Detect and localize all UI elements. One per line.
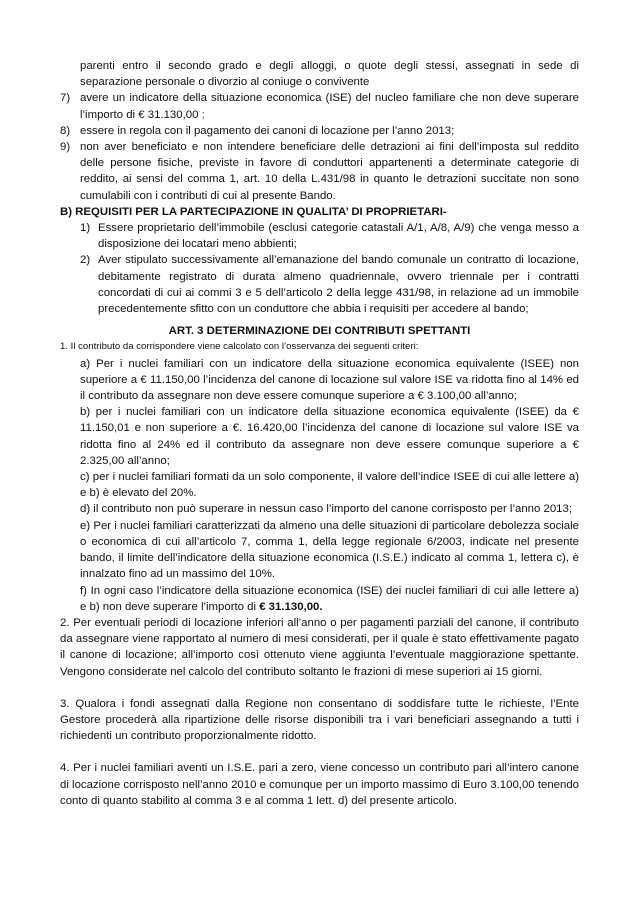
criterion-a: a) Per i nuclei familiari con un indicatore della situazione economica equivalente (ISEE) non superiore a € 11.150,00 l’incidenza del canone di locazione sul valore ISE va ridotta fino al 14% ed il contributo da assegnare non deve essere comunque superiore a € 3.100,00 all’anno;: [80, 357, 579, 403]
list-number: 9): [60, 141, 71, 154]
criterion-d: d) il contributo non può superare in nessun caso l’importo del canone corrisposto per l’anno 2013;: [80, 503, 572, 516]
continuation-paragraph: parenti entro il secondo grado e degli alloggi, o quote degli stessi, assegnati in sede di separazione personale o divorzio al coniuge o convivente: [80, 60, 579, 89]
criterion-f: [60, 583, 579, 615]
paragraph-3: 3. Qualora i fondi assegnati dalla Regione non consentano di soddisfare tutte le richieste, l’Ente Gestore procederà alla ripartizione delle risorse disponibili tra i vari beneficiari assegnando a tutti i richiedenti un contributo proporzionalmente ridotto.: [60, 697, 579, 743]
list-text: non aver beneficiato e non intendere beneficiare delle detrazioni ai fini dell’imposta sul reddito delle persone fisiche, previste in favore di conduttori appartenenti a determinate categorie di reddito, ai sensi del comma 1, art. 10 della L.431/98 in quanto le detrazioni succitate non sono cumulabili con i contributi di cui al presente Bando.: [80, 141, 579, 202]
criterion-f-text: f) In ogni caso l’indicatore della situazione economica (ISE) dei nuclei familiari di cui alle lettere a) e b) non deve superare l’importo di: [80, 584, 579, 613]
list-text: essere in regola con il pagamento dei canoni di locazione per l’anno 2013;: [80, 124, 455, 137]
list-number: 2): [80, 254, 91, 267]
spacer: [60, 744, 579, 760]
list-text: [80, 90, 579, 122]
item-7-semicolon: ;: [198, 108, 205, 121]
list-number: 7): [60, 92, 71, 105]
spacer: [60, 680, 579, 696]
list-number: 1): [80, 222, 91, 235]
list-item-9: [60, 139, 579, 204]
list-number: 8): [60, 124, 71, 137]
section-b-item-2: [60, 252, 579, 317]
list-text: Aver stipulato successivamente all’emanazione del bando comunale un contratto di locazione, debitamente registrato di durata almeno quadriennale, ovvero triennale per i contratti concordati di cui ai commi 3 e 5 dell’articolo 2 della legge 431/98, in relazione ad un immobile precedentemente sfitto con un conduttore che abbia i requisiti per accedere al bando;: [98, 254, 579, 316]
article-3-title: ART. 3 DETERMINAZIONE DEI CONTRIBUTI SPETTANTI: [168, 325, 471, 338]
criterion-e: e) Per i nuclei familiari caratterizzati da almeno una delle situazioni di particolare debolezza sociale o economica di cui all’articolo 7, comma 1, della legge regionale 6/2003, indicate nel presente bando, il limite dell’indicatore della situazione economica (I.S.E.) indicato al comma 1, lettera c), è innalzato fino ad un massimo del 10%.: [80, 519, 579, 581]
paragraph-4: 4. Per i nuclei familiari aventi un I.S.E. pari a zero, viene concesso un contributo pari all’intero canone di locazione corrisposto nell’anno 2010 e comunque per un importo massimo di Euro 3.100,00 tenendo conto di quanto stabilito al comma 3 e al comma 1 lett. d) del presente articolo.: [60, 762, 579, 807]
list-item-7: [60, 90, 579, 122]
article-3-intro: 1. Il contributo da corrispondere viene calcolato con l’osservanza dei seguenti criteri:: [60, 341, 419, 353]
document-page: [60, 58, 579, 809]
list-item-8: [60, 123, 579, 139]
list-text: Essere proprietario dell’immobile (esclusi categorie catastali A/1, A/8, A/9) che venga messo a disposizione dei locatari meno abbienti;: [98, 222, 579, 251]
criterion-f-amount: € 31.130,00.: [259, 600, 323, 613]
item-7-text: avere un indicatore della situazione economica (ISE) del nucleo familiare che non deve superare l’importo di € 31.130,00: [80, 92, 579, 121]
criterion-c: c) per i nuclei familiari formati da un solo componente, il valore dell’indice ISEE di cui alle lettere a) e b) è elevato del 20%.: [80, 471, 579, 500]
paragraph-2: 2. Per eventuali periodi di locazione inferiori all’anno o per pagamenti parziali del canone, il contributo da assegnare viene rapportato al numero di mesi considerati, per il quale è stato effettivamente pagato il canone di locazione; all’importo così ottenuto viene aggiunta l’eventuale maggiorazione spettante. Vengono considerate nel calcolo del contributo soltanto le frazioni di mese superiori ai 15 giorni.: [60, 616, 579, 678]
criterion-b: b) per i nuclei familiari con un indicatore della situazione economica equivalente (ISEE) da € 11.150,01 e non superiore a €. 16.420,00 l’incidenza del canone di locazione sul valore ISE va ridotta fino al 24% ed il contributo da assegnare non deve essere comunque superiore a € 2.325,00 all’anno;: [80, 406, 579, 467]
section-b-heading: B) REQUISITI PER LA PARTECIPAZIONE IN QUALITA’ DI PROPRIETARI-: [60, 205, 447, 218]
section-b-item-1: [60, 220, 579, 252]
